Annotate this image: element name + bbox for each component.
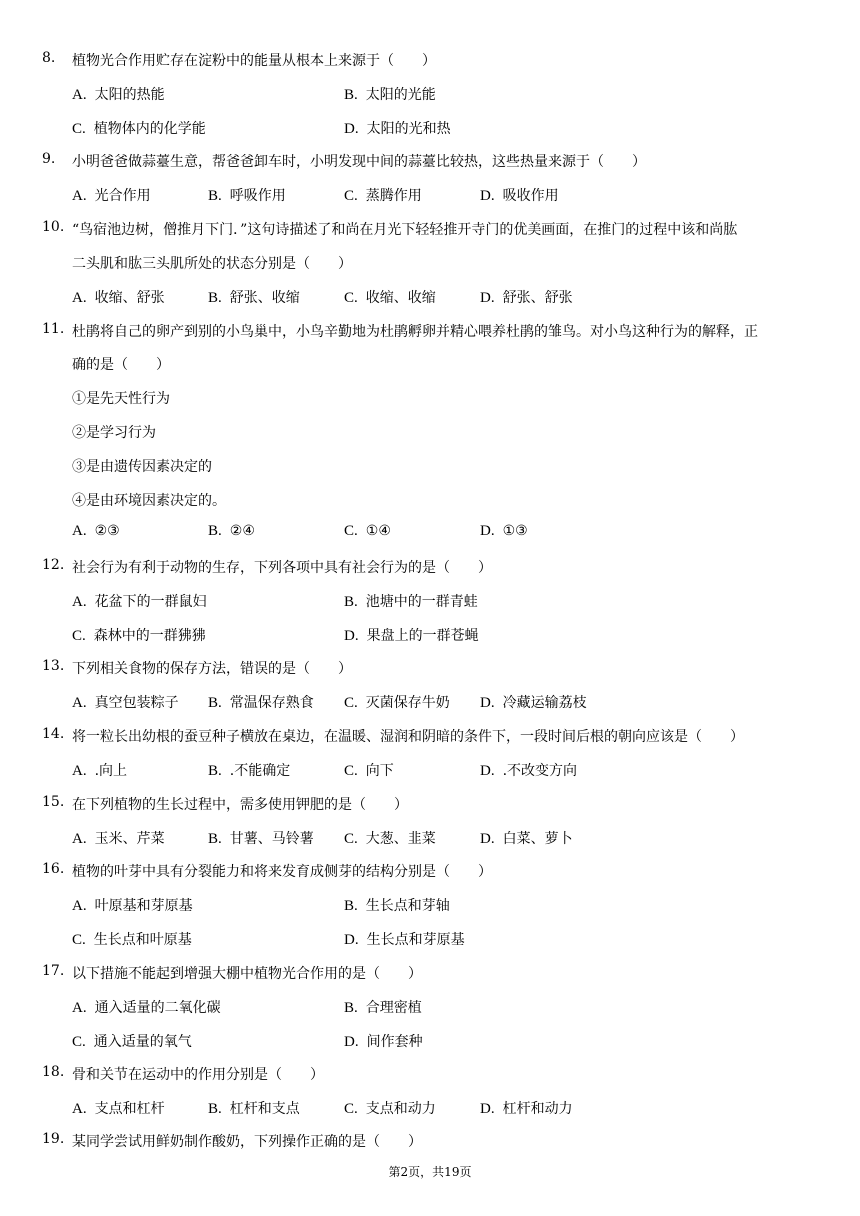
option-d[interactable]: D. 吸收作用 xyxy=(480,188,559,204)
option-a[interactable]: A. .向上 xyxy=(72,763,128,779)
statement-2: ②是学习行为 xyxy=(72,425,156,441)
page-footer: 第2页，共19页 xyxy=(388,1165,472,1179)
option-d[interactable]: D. .不改变方向 xyxy=(480,763,578,779)
option-c[interactable]: C. 蒸腾作用 xyxy=(344,188,422,204)
option-b[interactable]: B. 太阳的光能 xyxy=(344,87,436,103)
option-c[interactable]: C. 灭菌保存牛奶 xyxy=(344,695,450,711)
question-number: 19. xyxy=(42,1131,65,1147)
question-number: 16. xyxy=(42,861,65,877)
question-stem: 下列相关食物的保存方法，错误的是（ ） xyxy=(72,661,352,677)
option-d[interactable]: D. 杠杆和动力 xyxy=(480,1101,573,1117)
option-d[interactable]: D. 间作套种 xyxy=(344,1034,423,1050)
option-a[interactable]: A. 收缩、舒张 xyxy=(72,290,165,306)
option-a[interactable]: A. 支点和杠杆 xyxy=(72,1101,165,1117)
option-d[interactable]: D. ①③ xyxy=(480,523,528,539)
question-number: 15. xyxy=(42,794,65,810)
question-stem-continued: 确的是（ ） xyxy=(72,357,170,373)
question-stem: 将一粒长出幼根的蚕豆种子横放在桌边，在温暖、湿润和阴暗的条件下，一段时间后根的朝向应该是（ ） xyxy=(72,729,744,745)
question-stem: 小明爸爸做蒜薹生意，帮爸爸卸车时，小明发现中间的蒜薹比较热，这些热量来源于（ ） xyxy=(72,154,646,170)
option-b[interactable]: B. 杠杆和支点 xyxy=(208,1101,300,1117)
option-c[interactable]: C. 通入适量的氧气 xyxy=(72,1034,192,1050)
option-b[interactable]: B. ②④ xyxy=(208,523,255,539)
question-stem: 以下措施不能起到增强大棚中植物光合作用的是（ ） xyxy=(72,966,422,982)
option-c[interactable]: C. 植物体内的化学能 xyxy=(72,121,206,137)
question-stem: 植物光合作用贮存在淀粉中的能量从根本上来源于（ ） xyxy=(72,53,436,69)
option-d[interactable]: D. 白菜、萝卜 xyxy=(480,831,573,847)
option-b[interactable]: B. 合理密植 xyxy=(344,1000,422,1016)
option-c[interactable]: C. 大葱、韭菜 xyxy=(344,831,436,847)
statement-1: ①是先天性行为 xyxy=(72,391,170,407)
option-c[interactable]: C. 支点和动力 xyxy=(344,1101,436,1117)
option-d[interactable]: D. 舒张、舒张 xyxy=(480,290,573,306)
option-b[interactable]: B. 舒张、收缩 xyxy=(208,290,300,306)
question-stem: 杜鹃将自己的卵产到别的小鸟巢中，小鸟辛勤地为杜鹃孵卵并精心喂养杜鹃的雏鸟。对小鸟这种行为的解释，正 xyxy=(72,324,758,340)
question-number: 13. xyxy=(42,658,65,674)
question-stem: 社会行为有利于动物的生存，下列各项中具有社会行为的是（ ） xyxy=(72,560,492,576)
option-a[interactable]: A. 花盆下的一群鼠妇 xyxy=(72,594,207,610)
question-number: 12. xyxy=(42,557,65,573)
question-number: 8. xyxy=(42,50,56,66)
option-b[interactable]: B. 生长点和芽轴 xyxy=(344,898,450,914)
option-b[interactable]: B. 呼吸作用 xyxy=(208,188,286,204)
option-a[interactable]: A. 玉米、芹菜 xyxy=(72,831,165,847)
question-stem: 植物的叶芽中具有分裂能力和将来发育成侧芽的结构分别是（ ） xyxy=(72,864,492,880)
question-stem: “鸟宿池边树，僧推月下门．”这句诗描述了和尚在月光下轻轻推开寺门的优美画面，在推门的过程中该和尚肱 xyxy=(72,222,738,238)
question-number: 10. xyxy=(42,219,65,235)
question-number: 11. xyxy=(42,321,65,337)
question-number: 17. xyxy=(42,963,65,979)
question-stem: 骨和关节在运动中的作用分别是（ ） xyxy=(72,1067,324,1083)
question-stem: 在下列植物的生长过程中，需多使用钾肥的是（ ） xyxy=(72,797,408,813)
statement-4: ④是由环境因素决定的。 xyxy=(72,493,226,509)
option-d[interactable]: D. 果盘上的一群苍蝇 xyxy=(344,628,479,644)
option-d[interactable]: D. 冷藏运输荔枝 xyxy=(480,695,587,711)
option-b[interactable]: B. 甘薯、马铃薯 xyxy=(208,831,314,847)
option-c[interactable]: C. ①④ xyxy=(344,523,391,539)
option-a[interactable]: A. 真空包装粽子 xyxy=(72,695,179,711)
question-number: 14. xyxy=(42,726,65,742)
option-a[interactable]: A. 太阳的热能 xyxy=(72,87,165,103)
option-d[interactable]: D. 生长点和芽原基 xyxy=(344,932,465,948)
option-a[interactable]: A. 通入适量的二氧化碳 xyxy=(72,1000,221,1016)
option-a[interactable]: A. ②③ xyxy=(72,523,120,539)
option-a[interactable]: A. 叶原基和芽原基 xyxy=(72,898,193,914)
question-number: 9. xyxy=(42,151,56,167)
option-c[interactable]: C. 收缩、收缩 xyxy=(344,290,436,306)
option-b[interactable]: B. 常温保存熟食 xyxy=(208,695,314,711)
question-stem-continued: 二头肌和肱三头肌所处的状态分别是（ ） xyxy=(72,256,352,272)
option-c[interactable]: C. 生长点和叶原基 xyxy=(72,932,192,948)
option-d[interactable]: D. 太阳的光和热 xyxy=(344,121,451,137)
statement-3: ③是由遗传因素决定的 xyxy=(72,459,212,475)
option-b[interactable]: B. .不能确定 xyxy=(208,763,291,779)
question-stem: 某同学尝试用鲜奶制作酸奶，下列操作正确的是（ ） xyxy=(72,1134,422,1150)
question-number: 18. xyxy=(42,1064,65,1080)
option-c[interactable]: C. 向下 xyxy=(344,763,394,779)
option-c[interactable]: C. 森林中的一群狒狒 xyxy=(72,628,206,644)
option-b[interactable]: B. 池塘中的一群青蛙 xyxy=(344,594,478,610)
option-a[interactable]: A. 光合作用 xyxy=(72,188,151,204)
